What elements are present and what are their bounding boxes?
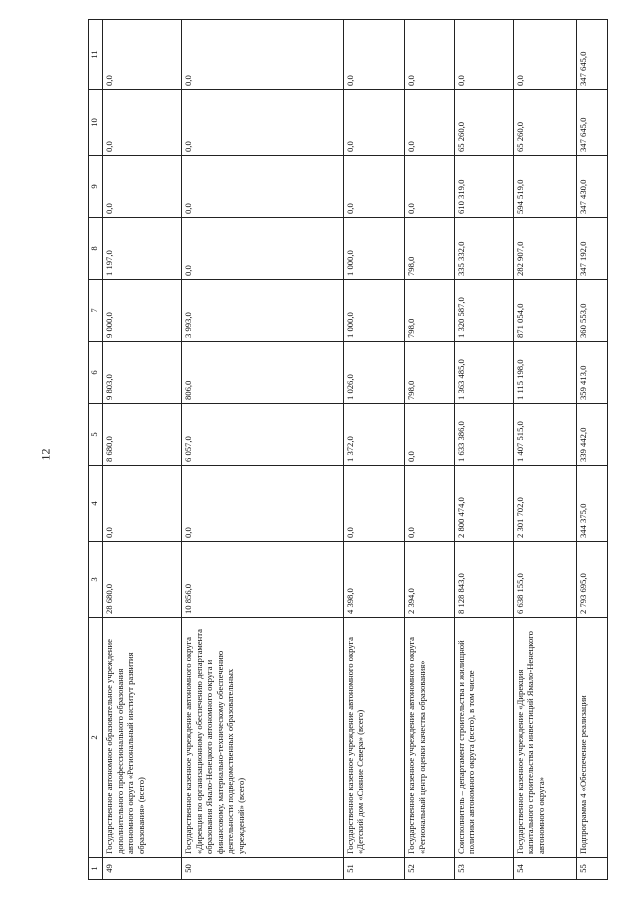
value-cell: 806,0 xyxy=(182,342,344,404)
row-name-cell: Государственное казенное учреждение автономного округа «Детский дом «Сияние Севера» (всего) xyxy=(343,618,404,858)
value-cell: 4 398,0 xyxy=(343,542,404,618)
value-cell: 6 638 155,0 xyxy=(513,542,577,618)
value-cell: 347 645,0 xyxy=(577,90,608,156)
value-cell: 2 394,0 xyxy=(405,542,455,618)
header-cell: 5 xyxy=(89,404,103,466)
page-number: 12 xyxy=(38,448,53,461)
value-cell: 282 907,0 xyxy=(513,218,577,280)
value-cell: 1 320 587,0 xyxy=(454,280,513,342)
value-cell: 0,0 xyxy=(405,90,455,156)
table-row xyxy=(405,20,455,880)
value-cell: 1 000,0 xyxy=(343,280,404,342)
row-name-cell: Государственное автономное образовательное учреждение дополнительного профессионального образования автономного округа «Региональный институт развития образования» (всего) xyxy=(103,618,182,858)
header-row xyxy=(89,20,103,880)
value-cell: 0,0 xyxy=(343,90,404,156)
header-cell: 9 xyxy=(89,156,103,218)
row-number-cell: 55 xyxy=(577,858,608,880)
value-cell: 1 197,0 xyxy=(103,218,182,280)
value-cell: 594 519,0 xyxy=(513,156,577,218)
budget-table xyxy=(88,19,608,880)
row-name-cell: Государственное казенное учреждение автономного округа «Дирекция по организационному обеспечению департамента образования Ямало-Ненецкого автономного округа и финансовому, материально-техническому обеспечению деятельности подведомственных образовательных учреждений» (всего) xyxy=(182,618,344,858)
value-cell: 0,0 xyxy=(182,156,344,218)
value-cell: 798,0 xyxy=(405,218,455,280)
value-cell: 347 645,0 xyxy=(577,20,608,90)
header-cell: 7 xyxy=(89,280,103,342)
value-cell: 359 413,0 xyxy=(577,342,608,404)
row-name-cell: Государственное казенное учреждение автономного округа «Региональный центр оценки качества образования» xyxy=(405,618,455,858)
value-cell: 871 054,0 xyxy=(513,280,577,342)
value-cell: 798,0 xyxy=(405,342,455,404)
value-cell: 8 128 843,0 xyxy=(454,542,513,618)
table-row xyxy=(103,20,182,880)
row-name-cell: Соисполнитель – департамент строительства и жилищной политики автономного округа (всего), в том числе xyxy=(454,618,513,858)
value-cell: 2 793 695,0 xyxy=(577,542,608,618)
value-cell: 1 407 515,0 xyxy=(513,404,577,466)
row-name-cell: Подпрограмма 4 «Обеспечение реализации xyxy=(577,618,608,858)
row-number-cell: 53 xyxy=(454,858,513,880)
value-cell: 0,0 xyxy=(454,20,513,90)
header-cell: 4 xyxy=(89,466,103,542)
header-cell: 10 xyxy=(89,90,103,156)
value-cell: 360 553,0 xyxy=(577,280,608,342)
header-cell: 1 xyxy=(89,858,103,880)
value-cell: 0,0 xyxy=(182,466,344,542)
row-number-cell: 54 xyxy=(513,858,577,880)
value-cell: 65 260,0 xyxy=(454,90,513,156)
value-cell: 10 856,0 xyxy=(182,542,344,618)
value-cell: 798,0 xyxy=(405,280,455,342)
value-cell: 610 319,0 xyxy=(454,156,513,218)
value-cell: 3 993,0 xyxy=(182,280,344,342)
row-name-cell: Государственное казенное учреждение «Дирекция капитального строительства и инвестиций Ямало-Ненецкого автономного округа» xyxy=(513,618,577,858)
value-cell: 0,0 xyxy=(405,404,455,466)
value-cell: 0,0 xyxy=(513,20,577,90)
value-cell: 1 372,0 xyxy=(343,404,404,466)
value-cell: 1 363 485,0 xyxy=(454,342,513,404)
value-cell: 344 375,0 xyxy=(577,466,608,542)
value-cell: 0,0 xyxy=(182,90,344,156)
value-cell: 339 442,0 xyxy=(577,404,608,466)
value-cell: 347 430,0 xyxy=(577,156,608,218)
value-cell: 0,0 xyxy=(343,20,404,90)
value-cell: 1 115 198,0 xyxy=(513,342,577,404)
value-cell: 6 057,0 xyxy=(182,404,344,466)
value-cell: 0,0 xyxy=(103,90,182,156)
value-cell: 335 332,0 xyxy=(454,218,513,280)
value-cell: 65 260,0 xyxy=(513,90,577,156)
table-row xyxy=(577,20,608,880)
header-cell: 2 xyxy=(89,618,103,858)
table-row xyxy=(513,20,577,880)
value-cell: 0,0 xyxy=(103,20,182,90)
table-row xyxy=(454,20,513,880)
value-cell: 0,0 xyxy=(343,466,404,542)
value-cell: 1 000,0 xyxy=(343,218,404,280)
value-cell: 1 633 386,0 xyxy=(454,404,513,466)
table-row xyxy=(182,20,344,880)
value-cell: 347 192,0 xyxy=(577,218,608,280)
value-cell: 1 026,0 xyxy=(343,342,404,404)
value-cell: 0,0 xyxy=(343,156,404,218)
value-cell: 9 803,0 xyxy=(103,342,182,404)
value-cell: 2 301 702,0 xyxy=(513,466,577,542)
row-number-cell: 52 xyxy=(405,858,455,880)
value-cell: 0,0 xyxy=(182,218,344,280)
value-cell: 0,0 xyxy=(182,20,344,90)
row-number-cell: 50 xyxy=(182,858,344,880)
value-cell: 9 000,0 xyxy=(103,280,182,342)
value-cell: 0,0 xyxy=(103,156,182,218)
row-number-cell: 49 xyxy=(103,858,182,880)
row-number-cell: 51 xyxy=(343,858,404,880)
table-row xyxy=(343,20,404,880)
header-cell: 6 xyxy=(89,342,103,404)
rotated-table-container xyxy=(88,20,608,880)
header-cell: 11 xyxy=(89,20,103,90)
value-cell: 0,0 xyxy=(103,466,182,542)
header-cell: 3 xyxy=(89,542,103,618)
value-cell: 0,0 xyxy=(405,20,455,90)
value-cell: 28 680,0 xyxy=(103,542,182,618)
value-cell: 0,0 xyxy=(405,466,455,542)
header-cell: 8 xyxy=(89,218,103,280)
value-cell: 0,0 xyxy=(405,156,455,218)
value-cell: 2 800 474,0 xyxy=(454,466,513,542)
value-cell: 8 680,0 xyxy=(103,404,182,466)
